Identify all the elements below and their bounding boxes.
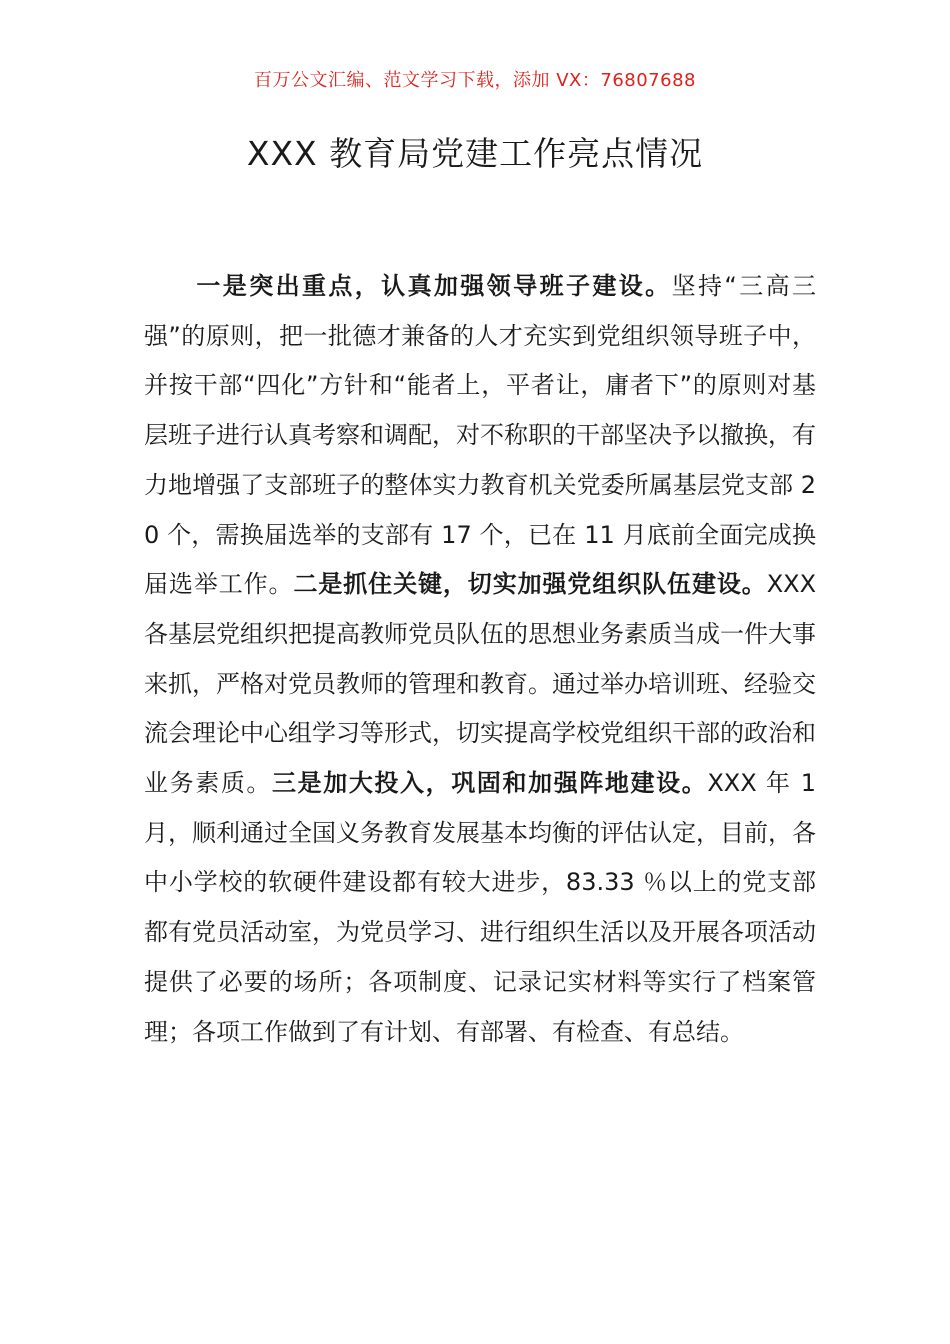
header-note: 百万公文汇编、范文学习下载，添加 VX：76807688: [254, 70, 696, 91]
section-lead-1: 一是突出重点，认真加强领导班子建设。: [194, 272, 672, 300]
body-paragraph: [144, 262, 816, 1057]
section-lead-3: 三是加大投入，巩固和加强阵地建设。: [272, 769, 708, 798]
section-text-1: 坚持“三高三强”的原则，把一批德才兼备的人才充实到党组织领导班子中，并按干部“四化”方针和“能者上，平者让，庸者下”的原则对基层班子进行认真考察和调配，对不称职的干部坚决予以撤换，有力地增强了支部班子的整体实力教育机关党委所属基层党支部 20 个，需换届选举的支部有 17 个，已在 11 月底前全面完成换届选举工作。: [144, 272, 817, 599]
section-lead-2: 二是抓住关键，切实加强党组织队伍建设。: [293, 570, 767, 599]
document-title: XXX 教育局党建工作亮点情况: [246, 134, 704, 173]
section-text-3: XXX 年 1 月，顺利通过全国义务教育发展基本均衡的评估认定，目前，各中小学校的软硬件建设都有较大进步，83.33 ％以上的党支部都有党员活动室，为党员学习、进行组织生活以及开展各项活动提供了必要的场所；各项制度、记录记实材料等实行了档案管理；各项工作做到了有计划、有部署、有检查、有总结。: [144, 769, 816, 1046]
section-text-2: XXX 各基层党组织把提高教师党员队伍的思想业务素质当成一件大事来抓，严格对党员教师的管理和教育。通过举办培训班、经验交流会理论中心组学习等形式，切实提高学校党组织干部的政治和业务素质。: [144, 570, 817, 798]
